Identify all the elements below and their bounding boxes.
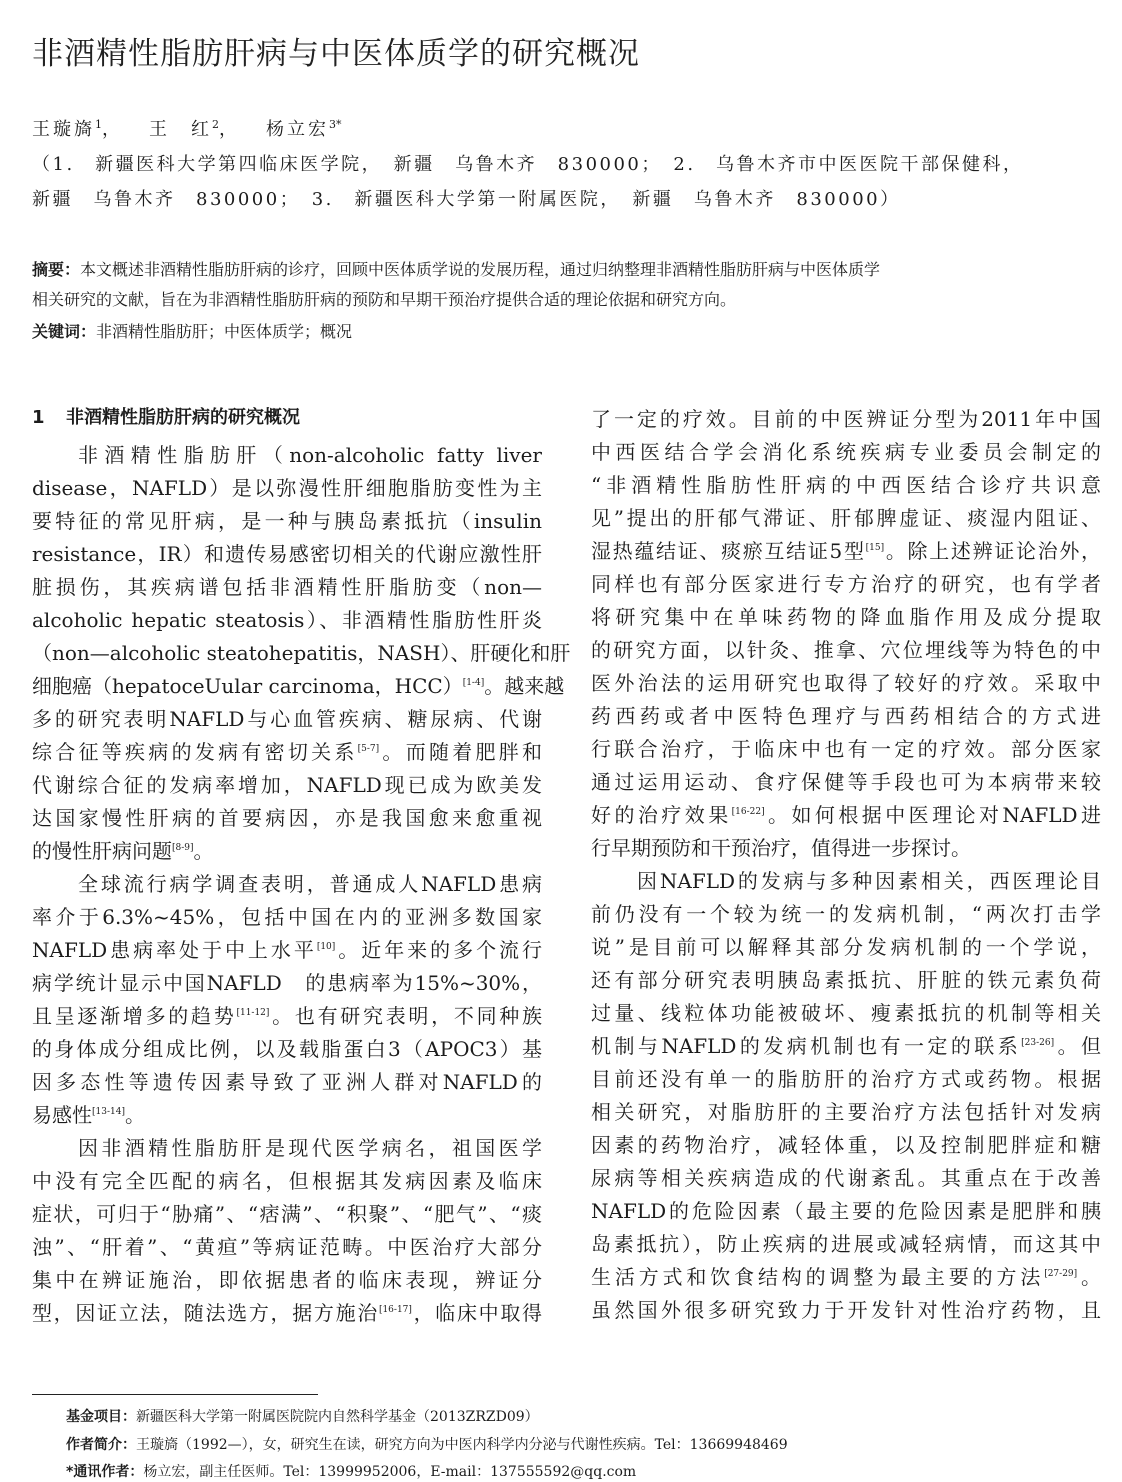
body-text: 行联合治疗，于临床中也有一定的疗效。部分医家 bbox=[591, 737, 1101, 761]
footnote-label: *通讯作者： bbox=[66, 1464, 144, 1480]
body-text: 生活方式和饮食结构的调整为最主要的方法 bbox=[591, 1265, 1045, 1289]
body-text-line bbox=[591, 601, 1101, 634]
body-text: alcoholic hepatic steatosis）、非酒精性脂肪性肝炎 bbox=[32, 608, 542, 632]
body-text: 过量、线粒体功能被破坏、瘦素抵抗的机制等相关 bbox=[591, 1001, 1101, 1025]
abstract-text: 相关研究的文献，旨在为非酒精性脂肪肝病的预防和早期干预治疗提供合适的理论依据和研究方向。 bbox=[32, 290, 737, 309]
citation-mark: [13-14] bbox=[92, 1107, 125, 1117]
body-text: 综合征等疾病的发病有密切关系 bbox=[32, 740, 358, 764]
body-text: 尿病等相关疾病造成的代谢紊乱。其重点在于改善 bbox=[591, 1166, 1101, 1190]
body-text-line bbox=[591, 667, 1101, 700]
body-text-line bbox=[591, 1294, 1101, 1327]
body-text-line bbox=[591, 700, 1101, 733]
keywords-label: 关键词： bbox=[32, 322, 97, 341]
keywords-text: 非酒精性脂肪肝；中医体质学；概况 bbox=[96, 322, 353, 341]
body-text-line bbox=[591, 436, 1101, 469]
footnote-author bbox=[66, 1435, 788, 1455]
footnote-text: 王璇旖（1992—），女，研究生在读，研究方向为中医内科学内分泌与代谢性疾病。Tel：13669948469 bbox=[136, 1437, 788, 1453]
body-text-line bbox=[32, 1132, 542, 1165]
body-text-line bbox=[591, 832, 1101, 865]
body-text: 了一定的疗效。目前的中医辨证分型为2011年中国 bbox=[591, 407, 1101, 431]
body-text: 非酒精性脂肪肝（non-alcoholic fatty liver bbox=[78, 443, 542, 467]
body-text: 因多态性等遗传因素导致了亚洲人群对NAFLD的 bbox=[32, 1070, 542, 1094]
body-text-line bbox=[591, 865, 1101, 898]
footnote-text: 杨立宏，副主任医师。Tel：13999952006，E-mail：137555592@qq.com bbox=[143, 1464, 637, 1480]
footnote-rule bbox=[32, 1394, 318, 1395]
author-name: 杨立宏 bbox=[266, 119, 329, 140]
body-text-line bbox=[591, 1030, 1101, 1063]
body-text-line bbox=[591, 898, 1101, 931]
body-text-line bbox=[32, 505, 542, 538]
body-text: 且呈逐渐增多的趋势 bbox=[32, 1004, 237, 1028]
body-text: 易感性 bbox=[32, 1103, 92, 1127]
body-text: 相关研究，对脂肪肝的主要治疗方法包括针对发病 bbox=[591, 1100, 1101, 1124]
body-text-line bbox=[32, 604, 542, 637]
author-separator: ， bbox=[219, 119, 240, 140]
body-text: 的研究方面，以针灸、推拿、穴位埋线等为特色的中 bbox=[591, 638, 1101, 662]
body-text-line bbox=[32, 802, 542, 835]
body-text-line bbox=[591, 1129, 1101, 1162]
body-text: 。除上述辨证论治外， bbox=[884, 539, 1102, 563]
body-text: 。 bbox=[193, 839, 214, 863]
section-title: 非酒精性脂肪肝病的研究概况 bbox=[66, 407, 300, 428]
body-text-line bbox=[32, 1297, 542, 1330]
body-text: 好的治疗效果 bbox=[591, 803, 732, 827]
citation-mark: [5-7] bbox=[357, 744, 380, 754]
section-heading bbox=[32, 403, 542, 439]
body-text: 。而随着肥胖和 bbox=[379, 740, 542, 764]
body-text-line bbox=[591, 469, 1101, 502]
body-text: 症状，可归于“胁痛”、“痞满”、“积聚”、“肥气”、“痰 bbox=[32, 1202, 542, 1226]
body-text-line bbox=[32, 637, 571, 670]
body-text: ，临床中取得 bbox=[411, 1301, 543, 1325]
body-text-line bbox=[591, 733, 1101, 766]
body-text: 药西药或者中医特色理疗与西药相结合的方式进 bbox=[591, 704, 1101, 728]
body-text-line bbox=[32, 472, 542, 505]
body-text: NAFLD的危险因素（最主要的危险因素是肥胖和胰 bbox=[591, 1199, 1101, 1223]
body-text: 达国家慢性肝病的首要病因，亦是我国愈来愈重视 bbox=[32, 806, 542, 830]
body-text: 中西医结合学会消化系统疾病专业委员会制定的 bbox=[591, 440, 1101, 464]
body-text: 。 bbox=[124, 1103, 145, 1127]
body-text: 。但 bbox=[1054, 1034, 1102, 1058]
body-text: 岛素抵抗），防止疾病的进展或减轻病情，而这其中 bbox=[591, 1232, 1101, 1256]
body-text: 目前还没有单一的脂肪肝的治疗方式或药物。根据 bbox=[591, 1067, 1101, 1091]
body-text-line bbox=[591, 766, 1101, 799]
body-text-line bbox=[32, 901, 542, 934]
body-text-line bbox=[32, 1099, 542, 1132]
keywords bbox=[32, 320, 1092, 344]
body-text-line bbox=[591, 1063, 1101, 1096]
body-text-line bbox=[32, 934, 542, 967]
body-text-line bbox=[32, 736, 542, 769]
body-text: 因非酒精性脂肪肝是现代医学病名，祖国医学 bbox=[78, 1136, 542, 1160]
body-text-line bbox=[32, 835, 542, 868]
body-text-line bbox=[32, 1033, 542, 1066]
body-text: 因素的药物治疗，减轻体重，以及控制肥胖症和糖 bbox=[591, 1133, 1101, 1157]
body-text-line bbox=[591, 403, 1101, 436]
body-text-line bbox=[32, 1231, 542, 1264]
body-text: 全球流行病学调查表明，普通成人NAFLD患病 bbox=[78, 872, 542, 896]
author-affiliation-mark: 2 bbox=[212, 118, 219, 131]
body-text-line bbox=[32, 1198, 542, 1231]
citation-mark: [8-9] bbox=[172, 843, 194, 853]
body-text: 因NAFLD的发病与多种因素相关，西医理论目 bbox=[637, 869, 1101, 893]
right-column bbox=[591, 403, 1101, 1327]
body-text-line bbox=[591, 1228, 1101, 1261]
body-text: 集中在辨证施治，即依据患者的临床表现，辨证分 bbox=[32, 1268, 542, 1292]
body-text: 通过运用运动、食疗保健等手段也可为本病带来较 bbox=[591, 770, 1101, 794]
citation-mark: [16-17] bbox=[378, 1305, 412, 1315]
citation-mark: [16-22] bbox=[731, 807, 765, 817]
body-text-line bbox=[591, 634, 1101, 667]
body-text: （non—alcoholic steatohepatitis，NASH）、肝硬化和肝 bbox=[32, 641, 571, 665]
body-text-line bbox=[32, 439, 542, 472]
body-text: 。越来越 bbox=[484, 674, 565, 698]
body-text-line bbox=[32, 538, 542, 571]
body-text-line bbox=[32, 571, 542, 604]
abstract bbox=[32, 258, 1092, 282]
affiliation-line: （1. 新疆医科大学第四临床医学院， 新疆 乌鲁木齐 830000； 2. 乌鲁木齐市中医医院干部保健科， bbox=[32, 154, 1024, 175]
abstract-text: 本文概述非酒精性脂肪肝病的诊疗，回顾中医体质学说的发展历程，通过归纳整理非酒精性脂肪肝病与中医体质学 bbox=[80, 260, 881, 279]
body-text: 代谢综合征的发病率增加，NAFLD现已成为欧美发 bbox=[32, 773, 542, 797]
body-text-line bbox=[591, 1162, 1101, 1195]
body-text: 。如何根据中医理论对NAFLD进 bbox=[764, 803, 1102, 827]
body-text-line bbox=[591, 799, 1101, 832]
body-text-line bbox=[32, 1000, 542, 1033]
body-text: 行早期预防和干预治疗，值得进一步探讨。 bbox=[591, 836, 971, 860]
body-text-line bbox=[591, 1261, 1101, 1294]
body-text: 。 bbox=[1077, 1265, 1102, 1289]
body-text-line bbox=[591, 997, 1101, 1030]
body-text-line bbox=[32, 769, 542, 802]
footnote-label: 作者简介： bbox=[66, 1437, 136, 1453]
body-text-line bbox=[591, 931, 1101, 964]
citation-mark: [10] bbox=[316, 942, 336, 952]
body-text: 病学统计显示中国NAFLD 的患病率为15%~30%， bbox=[32, 971, 542, 995]
body-text: 见”提出的肝郁气滞证、肝郁脾虚证、痰湿内阻证、 bbox=[591, 506, 1101, 530]
body-text: 浊”、“肝着”、“黄疸”等病证范畴。中医治疗大部分 bbox=[32, 1235, 542, 1259]
body-text: 率介于6.3%~45%，包括中国在内的亚洲多数国家 bbox=[32, 905, 542, 929]
citation-mark: [23-26] bbox=[1021, 1038, 1055, 1048]
body-text: 。也有研究表明，不同种族 bbox=[269, 1004, 543, 1028]
body-text: 型，因证立法，随法选方，据方施治 bbox=[32, 1301, 379, 1325]
body-text: 。近年来的多个流行 bbox=[335, 938, 543, 962]
body-text: 的身体成分组成比例，以及载脂蛋白3（APOC3）基 bbox=[32, 1037, 542, 1061]
body-text: 的慢性肝病问题 bbox=[32, 839, 172, 863]
body-text: 机制与NAFLD的发病机制也有一定的联系 bbox=[591, 1034, 1022, 1058]
body-text-line bbox=[32, 703, 542, 736]
author-separator: ， bbox=[102, 119, 123, 140]
paper-title: 非酒精性脂肪肝病与中医体质学的研究概况 bbox=[32, 36, 640, 72]
body-text: 将研究集中在单味药物的降血脂作用及成分提取 bbox=[591, 605, 1101, 629]
footnote-fund bbox=[66, 1407, 539, 1427]
body-text: 还有部分研究表明胰岛素抵抗、肝脏的铁元素负荷 bbox=[591, 968, 1101, 992]
body-text: NAFLD患病率处于中上水平 bbox=[32, 938, 317, 962]
body-text-line bbox=[591, 535, 1101, 568]
footnote-text: 新疆医科大学第一附属医院院内自然科学基金（2013ZRZD09） bbox=[136, 1409, 539, 1425]
abstract-label: 摘要： bbox=[32, 260, 81, 279]
section-number: 1 bbox=[32, 407, 45, 428]
author-list bbox=[32, 117, 342, 143]
body-text-line bbox=[591, 502, 1101, 535]
author-name: 王璇旖 bbox=[32, 119, 95, 140]
body-text: 湿热蕴结证、痰瘀互结证5型 bbox=[591, 539, 866, 563]
author-name: 王 红 bbox=[149, 119, 212, 140]
body-text: resistance，IR）和遗传易感密切相关的代谢应激性肝 bbox=[32, 542, 542, 566]
body-text-line bbox=[591, 1096, 1101, 1129]
body-text-line bbox=[32, 1264, 542, 1297]
body-text-line bbox=[32, 670, 565, 703]
body-text: 中没有完全匹配的病名，但根据其发病因素及临床 bbox=[32, 1169, 542, 1193]
citation-mark: [11-12] bbox=[236, 1008, 270, 1018]
body-text: “非酒精性脂肪性肝病的中西医结合诊疗共识意 bbox=[591, 473, 1101, 497]
body-text: 要特征的常见肝病，是一种与胰岛素抵抗（insulin bbox=[32, 509, 542, 533]
left-column bbox=[32, 403, 571, 1330]
body-text: 医外治法的运用研究也取得了较好的疗效。采取中 bbox=[591, 671, 1101, 695]
body-text-line bbox=[591, 1195, 1101, 1228]
body-text: disease，NAFLD）是以弥漫性肝细胞脂肪变性为主 bbox=[32, 476, 542, 500]
author-affiliation-mark: 3* bbox=[329, 118, 342, 131]
body-text-line bbox=[591, 964, 1101, 997]
citation-mark: [27-29] bbox=[1044, 1269, 1078, 1279]
footnote-corresponding bbox=[66, 1462, 636, 1482]
body-text-line bbox=[32, 967, 542, 1000]
body-text: 同样也有部分医家进行专方治疗的研究，也有学者 bbox=[591, 572, 1101, 596]
body-text-line bbox=[32, 868, 542, 901]
citation-mark: [1-4] bbox=[462, 678, 485, 688]
body-text: 细胞癌（hepatoceUular carcinoma，HCC） bbox=[32, 674, 463, 698]
affiliation-line: 新疆 乌鲁木齐 830000； 3. 新疆医科大学第一附属医院， 新疆 乌鲁木齐 830000） bbox=[32, 189, 901, 210]
body-text: 脏损伤，其疾病谱包括非酒精性肝脂肪变（non— bbox=[32, 575, 542, 599]
author-affiliation-mark: 1 bbox=[95, 118, 102, 131]
body-text: 说”是目前可以解释其部分发病机制的一个学说， bbox=[591, 935, 1101, 959]
footnote-label: 基金项目： bbox=[66, 1409, 136, 1425]
citation-mark: [15] bbox=[865, 543, 885, 553]
body-text: 前仍没有一个较为统一的发病机制，“两次打击学 bbox=[591, 902, 1101, 926]
body-text: 多的研究表明NAFLD与心血管疾病、糖尿病、代谢 bbox=[32, 707, 542, 731]
body-text-line bbox=[591, 568, 1101, 601]
body-text-line bbox=[32, 1165, 542, 1198]
body-text-line bbox=[32, 1066, 542, 1099]
body-text: 虽然国外很多研究致力于开发针对性治疗药物，且 bbox=[591, 1298, 1101, 1322]
